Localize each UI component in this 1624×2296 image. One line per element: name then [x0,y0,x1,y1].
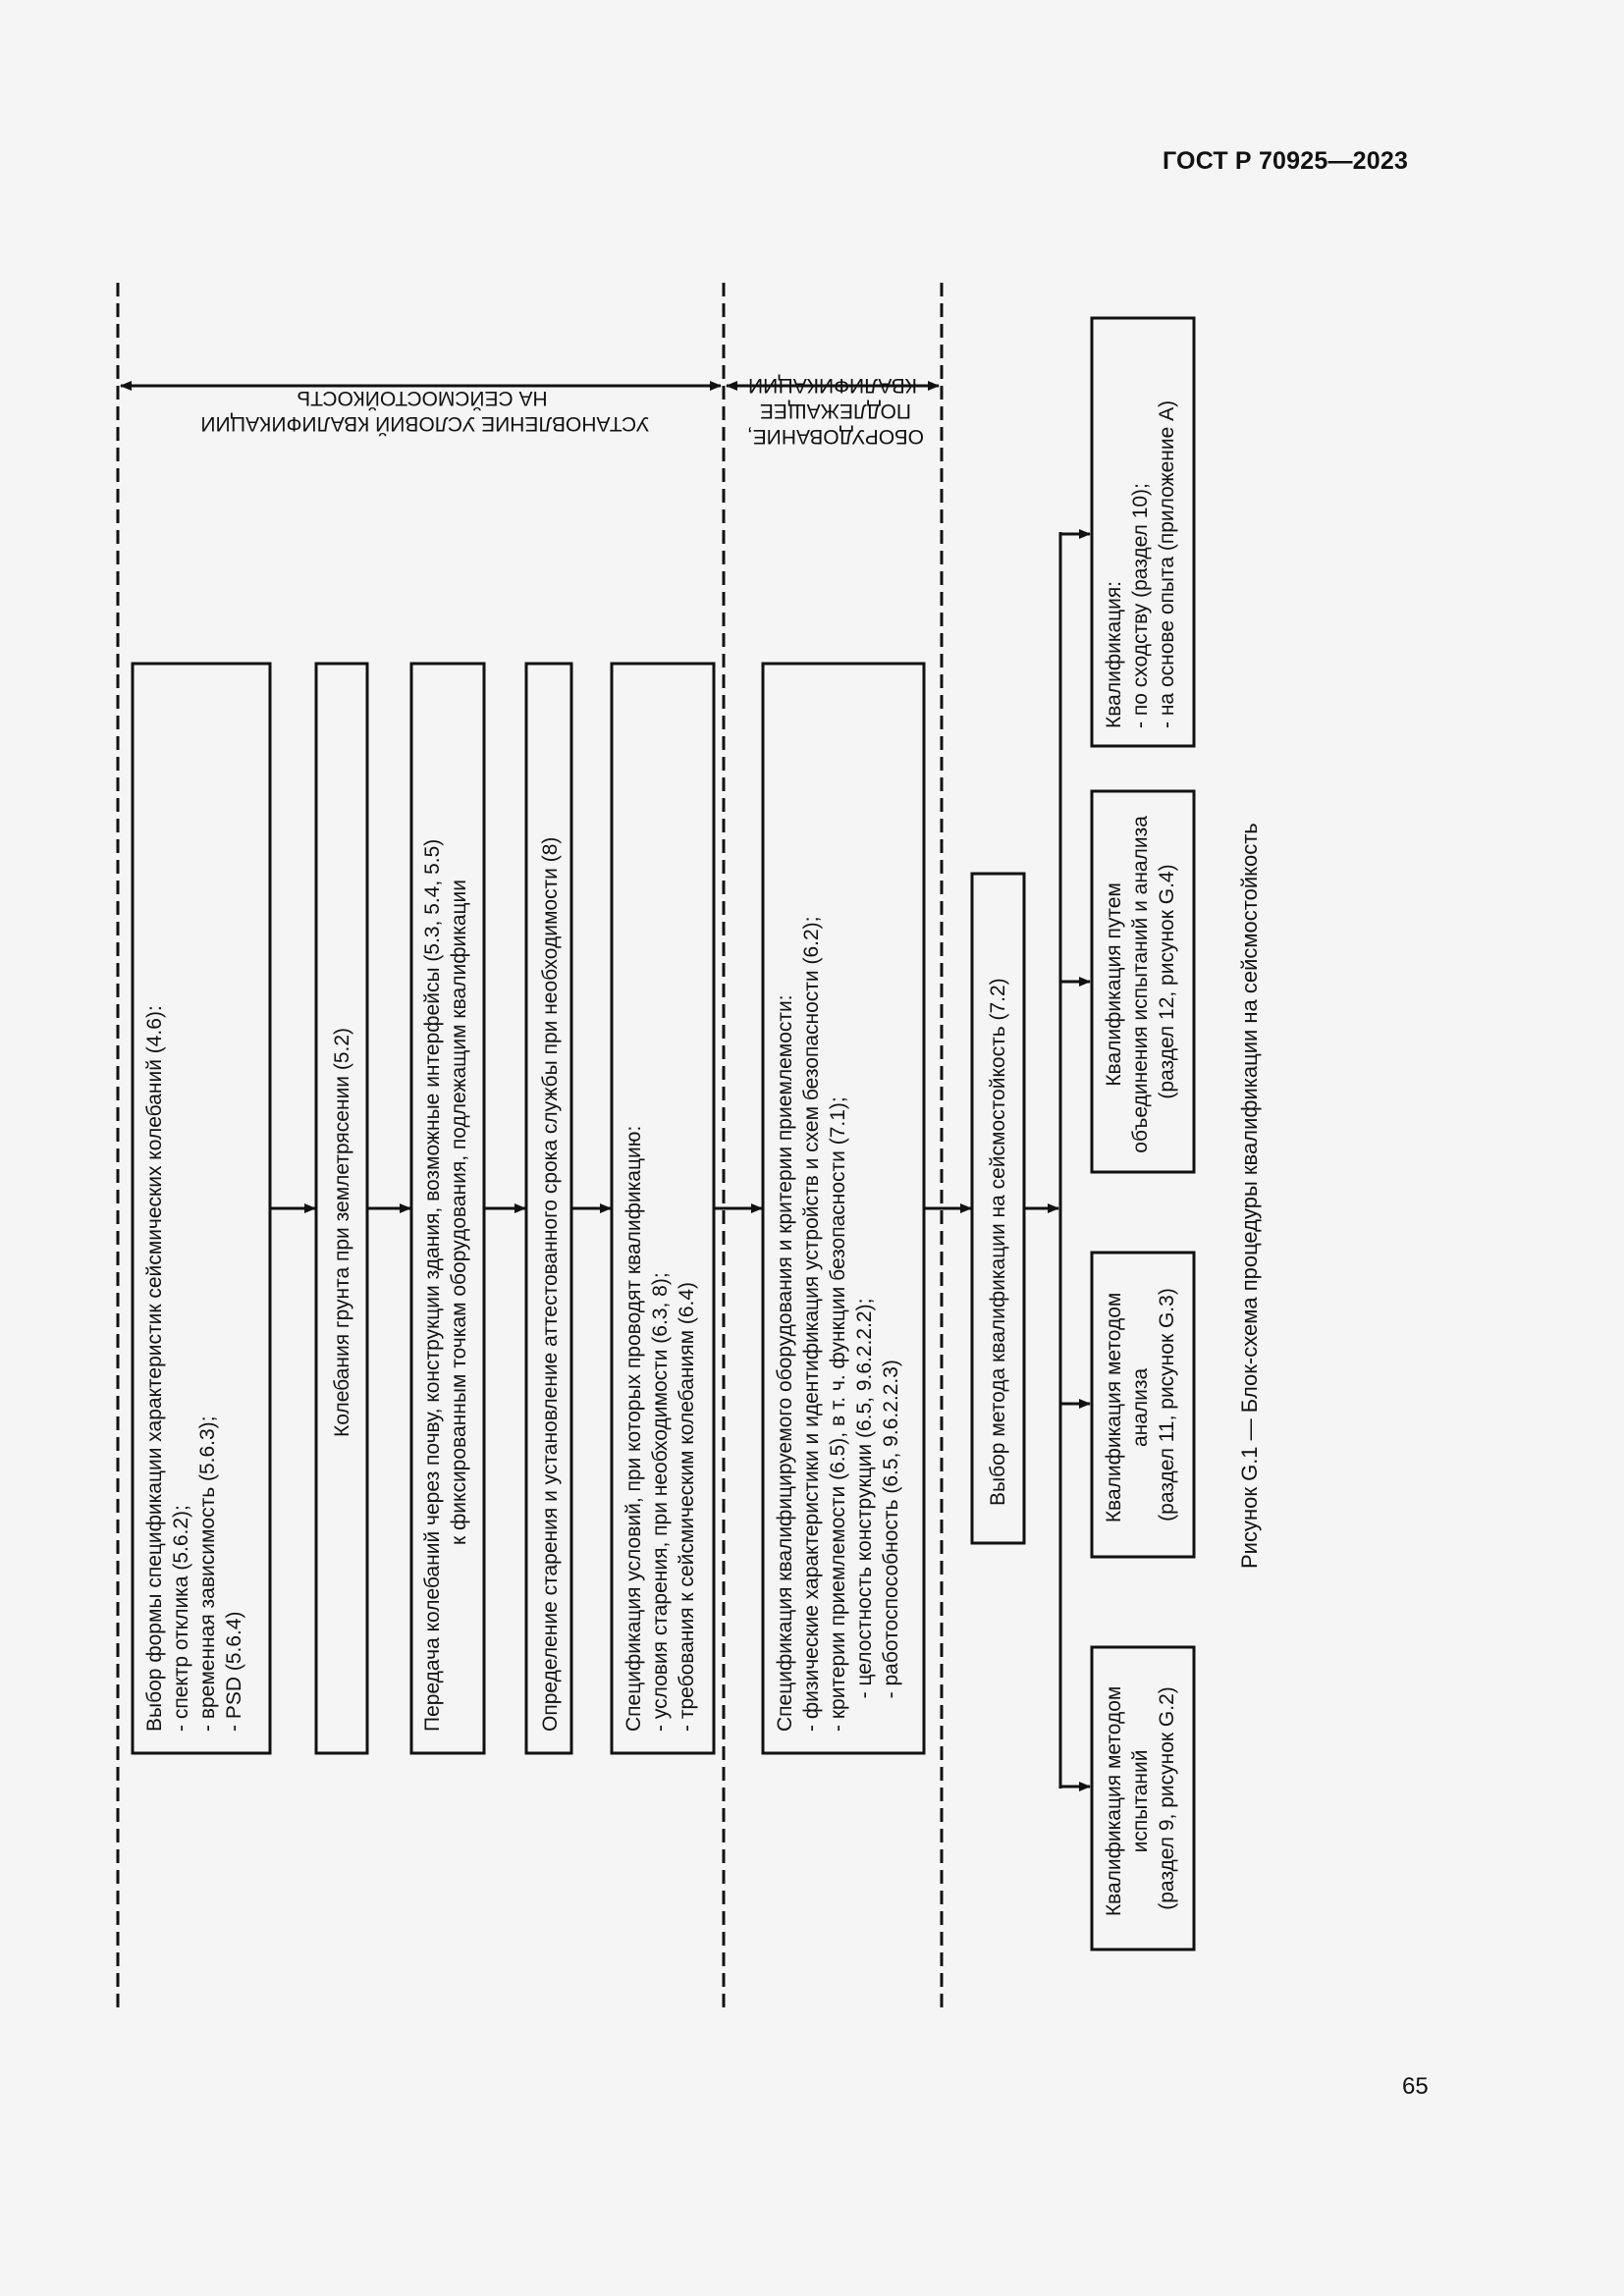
text-conditions-spec-line-3: - требования к сейсмическим колебаниям (6.4) [676,1281,698,1732]
region-label-equipment-line-1: ОБОРУДОВАНИЕ, [746,425,924,448]
text-conditions-spec-line-1: Спецификация условий, при которых проводят квалификацию: [623,1125,645,1732]
text-ground-motion-line-1: Колебания грунта при землетрясении (5.2) [331,1027,353,1437]
text-combined-qual-line-2: объединения испытаний и анализа [1129,816,1152,1153]
text-combined-qual [1103,810,1178,1152]
text-equipment-spec-line-5: - работоспособность (6.5, 9.6.2.2.3) [880,1360,902,1710]
text-aging-line-1: Определение старения и установление аттестованного срока службы при необходимости (8) [539,836,562,1732]
text-equipment-spec-line-4: - целостность конструкции (6.5, 9.6.2.2.2); [853,1298,876,1710]
text-ground-motion [331,1028,353,1437]
text-equipment-spec-line-3: - критерии приемлемости (6.5), в т. ч. функции безопасности (7.1); [827,1096,849,1732]
text-test-qual-line-3: (раздел 9, рисунок G.2) [1156,1686,1178,1910]
text-aging [539,837,562,1732]
text-analysis-qual-line-1: Квалификация методом [1103,1292,1125,1523]
text-transfer-line-2: к фиксированным точкам оборудования, подлежащим квалификации [448,879,470,1545]
region-label-equipment-line-2: ПОДЛЕЖАЩЕЕ [759,400,911,422]
text-test-qual-line-1: Квалификация методом [1103,1685,1125,1917]
text-spec-form-line-1: Выбор формы спецификации характеристик сейсмических колебаний (4.6): [143,1005,166,1732]
text-equipment-spec-line-2: - физические характеристики и идентификация устройств и схем безопасности (6.2); [800,916,823,1732]
text-analysis-qual-line-2: анализа [1129,1367,1152,1448]
document-header: ГОСТ Р 70925—2023 [1163,147,1409,175]
region-label-conditions-line-2: НА СЕЙСМОСТОЙКОСТЬ [297,387,548,409]
figure-caption: Рисунок G.1 — Блок-схема процедуры квалификации на сейсмостойкость [1237,823,1262,1569]
text-similarity-qual-line-1: Квалификация: [1103,580,1125,728]
text-method-choice-line-1: Выбор метода квалификации на сейсмостойкость (7.2) [987,978,1009,1506]
text-transfer-line-1: Передача колебаний через почву, конструкции здания, возможные интерфейсы (5.3, 5.4, 5.5) [421,838,444,1732]
region-label-equipment-line-3: КВАЛИФИКАЦИИ [748,374,917,397]
text-spec-form [143,999,245,1732]
text-equipment-spec-line-1: Спецификация квалифицируемого оборудования и критерии приемлемости: [774,994,796,1732]
text-conditions-spec-line-2: - условия старения, при необходимости (6.3, 8); [649,1272,672,1732]
text-similarity-qual-line-3: - на основе опыта (приложение А) [1156,400,1178,728]
page-number: 65 [1402,2073,1429,2100]
text-spec-form-line-4: - PSD (5.6.4) [223,1611,245,1732]
text-spec-form-line-3: - временная зависимость (5.6.3); [196,1415,219,1732]
text-similarity-qual [1103,400,1178,728]
text-spec-form-line-2: - спектр отклика (5.6.2); [170,1505,192,1732]
text-combined-qual-line-3: (раздел 12, рисунок G.4) [1156,864,1178,1099]
text-combined-qual-line-1: Квалификация путем [1103,882,1125,1087]
text-similarity-qual-line-2: - по сходству (раздел 10); [1129,483,1152,728]
region-label-equipment [741,374,924,448]
text-test-qual-line-2: испытаний [1129,1749,1152,1853]
region-label-conditions-line-1: УСТАНОВЛЕНИЕ УСЛОВИЙ КВАЛИФИКАЦИИ [200,412,650,435]
text-transfer [421,833,470,1732]
text-equipment-spec [774,877,902,1732]
text-method-choice [987,978,1009,1506]
region-label-conditions [195,387,650,436]
text-conditions-spec [623,1120,698,1732]
text-test-qual [1103,1681,1178,1916]
text-analysis-qual [1103,1287,1178,1522]
text-analysis-qual-line-3: (раздел 11, рисунок G.3) [1156,1288,1178,1522]
